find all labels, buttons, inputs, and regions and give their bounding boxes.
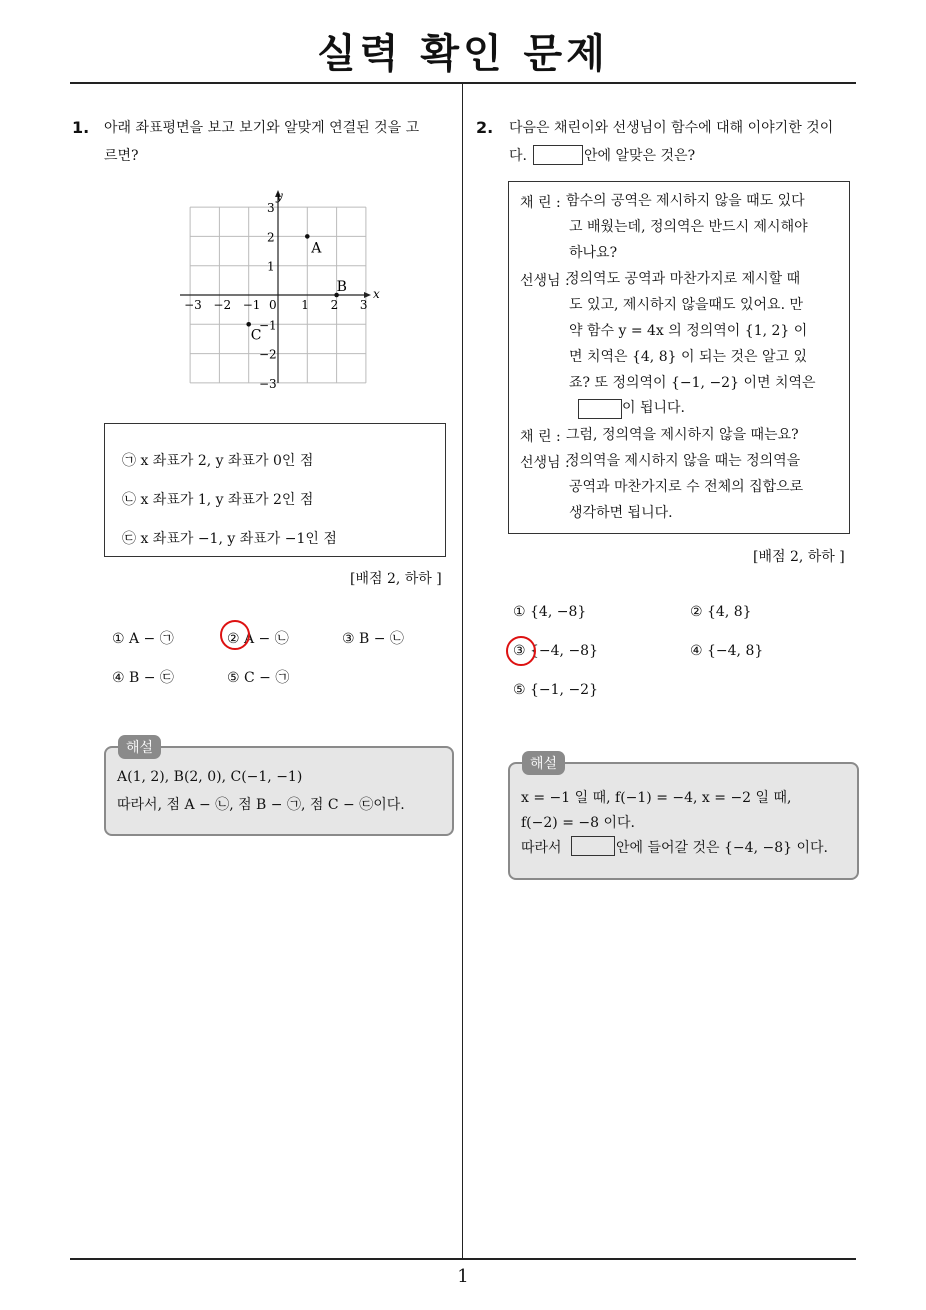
q2-solution-blank bbox=[571, 836, 615, 856]
dialog-speaker: 채 린 : bbox=[520, 429, 561, 445]
q2-solution-line2: f(−2) = −8 이다. bbox=[521, 815, 635, 831]
q1-solution-tag: 해설 bbox=[118, 735, 161, 759]
bottom-rule bbox=[70, 1258, 856, 1260]
point-label-b: B bbox=[336, 279, 347, 295]
q2-choice-4[interactable]: ④ {−4, 8} bbox=[690, 643, 764, 659]
q1-choice-2[interactable]: ② A − ㉡ bbox=[227, 631, 289, 647]
q2-choice-2[interactable]: ② {4, 8} bbox=[690, 604, 752, 620]
y-tick-label: 1 bbox=[267, 259, 275, 274]
q2-choice-5[interactable]: ⑤ {−1, −2} bbox=[513, 682, 598, 698]
x-tick-label: −1 bbox=[242, 298, 261, 312]
q1-solution-line2: 따라서, 점 A − ㉡, 점 B − ㉠, 점 C − ㉢이다. bbox=[117, 797, 405, 813]
dialog-line: 면 치역은 {4, 8} 이 되는 것은 알고 있 bbox=[569, 349, 807, 365]
dialog-speaker: 선생님 : bbox=[520, 455, 570, 471]
x-tick-label: −3 bbox=[184, 298, 202, 312]
q1-answer-mark bbox=[220, 620, 250, 650]
q1-solution-line1: A(1, 2), B(2, 0), C(−1, −1) bbox=[117, 769, 303, 785]
q2-text-line2-pre: 다. bbox=[509, 148, 527, 164]
y-axis-label: y bbox=[276, 189, 283, 203]
q1-choice-4[interactable]: ④ B − ㉢ bbox=[112, 670, 174, 686]
q1-score: [배점 2, 하하 ] bbox=[350, 571, 442, 587]
q1-text-line1: 아래 좌표평면을 보고 보기와 알맞게 연결된 것을 고 bbox=[104, 120, 420, 136]
q2-choice-3[interactable]: ③ {−4, −8} bbox=[513, 643, 598, 659]
column-divider bbox=[462, 83, 463, 1259]
point-label-a: A bbox=[311, 240, 322, 257]
q1-option-2: ㉡ x 좌표가 1, y 좌표가 2인 점 bbox=[122, 492, 314, 508]
page-title: 실력 확인 문제 bbox=[317, 31, 609, 77]
x-tick-label: 1 bbox=[301, 298, 309, 312]
q1-solution-box bbox=[104, 746, 454, 836]
dialog-line: 함수의 공역은 제시하지 않을 때도 있다 bbox=[566, 193, 805, 209]
q1-choice-1[interactable]: ① A − ㉠ bbox=[112, 631, 174, 647]
dialog-line: 약 함수 y = 4x 의 정의역이 {1, 2} 이 bbox=[569, 323, 808, 339]
x-axis-label: x bbox=[373, 287, 380, 301]
dialog-line: 정의역을 제시하지 않을 때는 정의역을 bbox=[566, 453, 801, 469]
q1-text-line2: 르면? bbox=[104, 148, 139, 164]
x-tick-label: 2 bbox=[330, 298, 339, 312]
q2-dialog-blank-suffix: 이 됩니다. bbox=[622, 400, 685, 416]
x-tick-label: 0 bbox=[269, 298, 277, 312]
q2-solution-line3-post: 안에 들어갈 것은 {−4, −8} 이다. bbox=[616, 840, 828, 856]
dialog-line: 도 있고, 제시하지 않을때도 있어요. 만 bbox=[569, 297, 804, 313]
dialog-line: 공역과 마찬가지로 수 전체의 집합으로 bbox=[569, 479, 804, 495]
q2-solution-line1: x = −1 일 때, f(−1) = −4, x = −2 일 때, bbox=[521, 790, 792, 806]
q2-answer-mark bbox=[506, 636, 536, 666]
point-c bbox=[246, 322, 251, 327]
y-tick-label: −3 bbox=[259, 376, 277, 391]
q1-choice-3[interactable]: ③ B − ㉡ bbox=[342, 631, 404, 647]
dialog-line: 정의역도 공역과 마찬가지로 제시할 때 bbox=[566, 271, 801, 287]
y-tick-label: −2 bbox=[259, 347, 277, 362]
y-tick-label: 3 bbox=[267, 201, 275, 216]
x-tick-label: 3 bbox=[359, 298, 368, 312]
point-label-c: C bbox=[250, 327, 262, 344]
x-tick-label: −2 bbox=[213, 298, 232, 312]
q2-text-line1: 다음은 채린이와 선생님이 함수에 대해 이야기한 것이 bbox=[509, 120, 834, 136]
y-tick-label: −1 bbox=[259, 318, 277, 333]
q1-option-3: ㉢ x 좌표가 −1, y 좌표가 −1인 점 bbox=[122, 531, 337, 547]
q2-solution-tag: 해설 bbox=[522, 751, 565, 775]
dialog-line: 생각하면 됩니다. bbox=[569, 505, 673, 521]
q1-option-1: ㉠ x 좌표가 2, y 좌표가 0인 점 bbox=[122, 453, 314, 469]
dialog-line: 하나요? bbox=[569, 245, 618, 261]
q2-choice-1[interactable]: ① {4, −8} bbox=[513, 604, 587, 620]
page-number: 1 bbox=[457, 1266, 469, 1287]
q1-choice-5[interactable]: ⑤ C − ㉠ bbox=[227, 670, 290, 686]
top-rule bbox=[70, 82, 856, 84]
dialog-line: 그럼, 정의역을 제시하지 않을 때는요? bbox=[566, 427, 799, 443]
q2-question-blank bbox=[533, 145, 583, 165]
dialog-speaker: 선생님 : bbox=[520, 273, 570, 289]
q1-number: 1. bbox=[72, 118, 90, 137]
q2-solution-line3-pre: 따라서 bbox=[521, 840, 562, 856]
dialog-speaker: 채 린 : bbox=[520, 195, 561, 211]
dialog-line: 죠? 또 정의역이 {−1, −2} 이면 치역은 bbox=[569, 375, 816, 391]
coordinate-plane bbox=[170, 185, 385, 395]
q2-text-line2-post: 안에 알맞은 것은? bbox=[584, 148, 696, 164]
q2-dialog-blank bbox=[578, 399, 622, 419]
q2-number: 2. bbox=[476, 118, 494, 137]
dialog-line: 고 배웠는데, 정의역은 반드시 제시해야 bbox=[569, 219, 808, 235]
point-a bbox=[305, 234, 310, 239]
y-tick-label: 2 bbox=[267, 230, 275, 245]
q2-score: [배점 2, 하하 ] bbox=[753, 549, 845, 565]
